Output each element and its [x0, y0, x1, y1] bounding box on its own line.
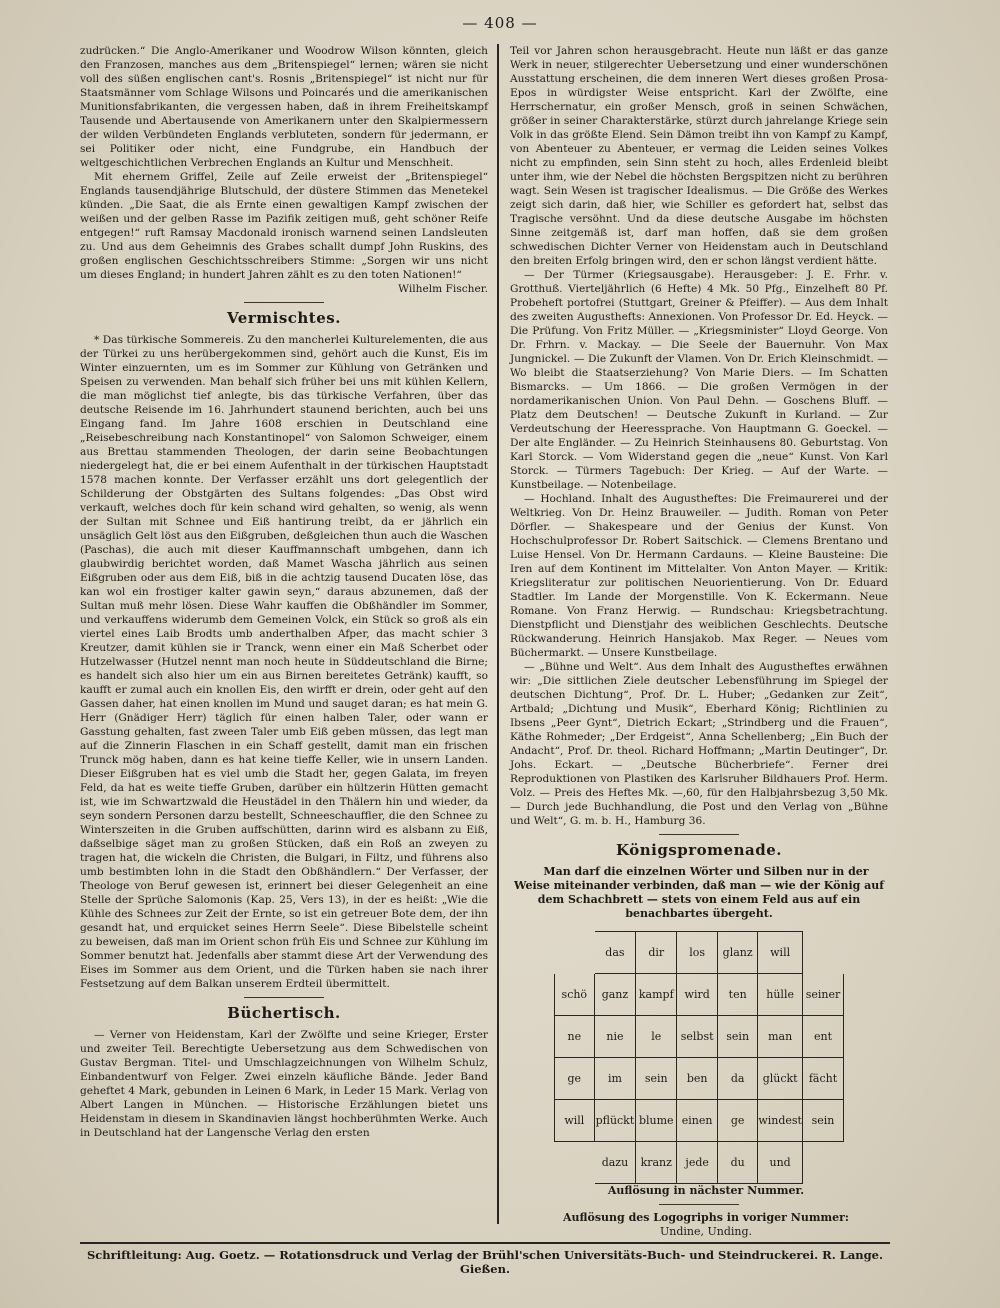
imprint-footer: Schriftleitung: Aug. Goetz. — Rotationsdruck und Verlag der Brühl'schen Universitäts-Buch- und Steindruckerei. R. Lange. Gießen.: [80, 1242, 890, 1276]
grid-cell: hülle: [758, 974, 803, 1016]
section-divider: [244, 997, 324, 998]
page-number: — 408 —: [462, 14, 538, 32]
grid-cell: ge: [718, 1100, 758, 1142]
right-column: [510, 44, 888, 1238]
grid-cell: will: [555, 1100, 595, 1142]
koenigspromenade-instructions: Man darf die einzelnen Wörter und Silben nur in der Weise miteinander verbinden, daß man — wie der König auf dem Schachbrett — stets von einem Feld aus auf ein benachbartes übergeht.: [514, 865, 884, 920]
grid-cell: schö: [555, 974, 595, 1016]
grid-cell: dir: [636, 932, 677, 974]
heading-buechertisch: Büchertisch.: [227, 1004, 341, 1022]
column-divider: [497, 44, 499, 1224]
grid-cell: dazu: [594, 1142, 636, 1184]
grid-cell: glückt: [758, 1058, 803, 1100]
grid-cell: nie: [594, 1016, 636, 1058]
heidenstam-continued-paragraph: Teil vor Jahren schon herausgebracht. Heute nun läßt er das ganze Werk in neuer, stilgerechter Uebersetzung und einer wunderschönen Ausstattung erscheinen, die dem inneren Wert dieses großen Prosa-Epos in würdigster Weise entspricht. Karl der Zwölfte, eine Herrschernatur, ein großer Mensch, groß in seinen Schwächen, größer in seiner Charakterstärke, stürzt durch jahrelange Kriege sein Volk in das größte Elend. Sein Dämon treibt ihn von Kampf zu Kampf, von Abenteuer zu Abenteuer, er vermag die Leiden seines Volkes nicht zu empfinden, sein Sinn steht zu hoch, alles Erdenleid bleibt unter ihm, wie der Nebel die höchsten Bergspitzen nicht zu berühren wagt. Sein Wesen ist tragischer Idealismus. — Die Größe des Werkes zeigt sich darin, daß hier, wie Schiller es gefordert hat, selbst das Tragische versöhnt. Und da diese deutsche Ausgabe im höchsten Sinne zeitgemäß ist, darf man hoffen, daß sie dem großen schwedischen Dichter Verner von Heidenstam auch in Deutschland den breiten Erfolg bringen wird, den er schon längst verdient hätte.: [510, 45, 888, 267]
left-column: [80, 44, 488, 1224]
grid-cell: einen: [677, 1100, 718, 1142]
grid-cell: ben: [677, 1058, 718, 1100]
grid-cell: da: [718, 1058, 758, 1100]
grid-cell: sein: [802, 1100, 843, 1142]
grid-cell: los: [677, 932, 718, 974]
sommereis-paragraph: * Das türkische Sommereis. Zu den mancherlei Kulturelementen, die aus der Türkei zu uns herübergekommen sind, gehört auch die Kunst, Eis im Winter einzuernten, um es im Sommer zur Kühlung von Getränken und Speisen zu verwenden. Man behalf sich früher bei uns mit kühlen Kellern, die man möglichst tief anlegte, bis das türkische Verfahren, über das deutsche Reisende im 16. Jahrhundert staunend berichten, auch bei uns Eingang fand. Im Jahre 1608 erschien in Deutschland eine „Reisebeschreibung nach Konstantinopel“ von Salomon Schweiger, einem aus Brettau stammenden Theologen, der darin seine Beobachtungen niedergelegt hat, die er bei einem Aufenthalt in der türkischen Hauptstadt 1578 machen konnte. Der Verfasser erzählt uns dort gelegentlich der Schilderung der Obstgärten des Sultans folgendes: „Das Obst wird verkauft, welches doch für kein schand wird gehalten, so wenig, als wenn der Sultan mit Schnee und Eiß hantirung treibt, da er jährlich ein unsäglich Gelt löst aus den Eißgruben, deßgleichen thun auch die Waschen (Paschas), die auch mit dieser Kauffmannschaft umbgehen, dann ich glaubwirdig berichtet worden, daß Mamet Wascha jährlich aus seinen Eißgruben oder aus dem Eiß, biß in die achtzig tausend Ducaten löse, das kan wol ein frostiger kalter gawin seyn,“ daraus abzunemen, daß der Sultan muß mehr lösen. Diese Wahr kauffen die Obßhändler im Sommer, und verkauffens widerumb dem Gemeinen Volck, ein Stück so groß als ein viertel eines Laib Brodts umb anderthalben Afper, das macht schier 3 Kreutzer, damit kühlen sie ir Tranck, wenn einer ein Maß Scherbet oder Hutzelwasser (Hutzel nennt man noch heute in Süddeutschland die Birne; es handelt sich also hier um ein aus Birnen bereitetes Getränk) kaufft, so kaufft er zumal auch ein knollen Eis, den wirfft er drein, oder geht auf den Gassen daher, hat einen knollen im Mund und sauget daran; es hat mein G. Herr (Gnädiger Herr) täglich für einen halben Taler, oder wann er Gasstung gehalten, fast zween Taler umb Eiß geben müssen, das legt man auf die Zinnerin Flaschen in ein Schaff gestellt, damit man ein frischen Trunck mög haben, dann es hat keine tieffe Keller, wie in unsern Landen. Dieser Eißgruben hat es viel umb die Stadt her, gegen Galata, im freyen Feld, da hat es weite tieffe Gruben, darüber ein hültzerin Hütten gemacht ist, wie im Schwartzwald die Heustädel in den Thälern hin und wieder, da seyn sondern Personen darzu bestellt, Schneeschauffler, die den Schnee zu Winterszeiten in die Gruben auffschütten, darinn wird es alsbann zu Eiß, daßselbige säget man zu großen Stücken, daß ein Roß an zweyen zu tragen hat, die wickeln die Christen, die Bulgari, in Filtz, und führens also umb bestimbten lohn in die Stadt den Obßhändlern.“ Der Verfasser, der Theologe von Beruf gewesen ist, erinnert bei dieser Gelegenheit an eine Stelle der Sprüche Salomonis (Kap. 25, Vers 13), in der es heißt: „Wie die Kühle des Schnees zur Zeit der Ernte, so ist ein getreuer Bote dem, der ihn gesandt hat, und erquicket seines Herrn Seele“. Diese Bibelstelle scheint zu beweisen, daß man im Orient schon früh Eis und Schnee zur Kühlung im Sommer benutzt hat. Jedenfalls aber stammt diese Art der Verwendung des Eises im Sommer aus dem Orient, und die Türken haben sie nach ihrer Festsetzung auf dem Balkan unserem Erdteil übermittelt.: [80, 334, 488, 990]
section-divider: [659, 1204, 739, 1205]
grid-cell: wird: [677, 974, 718, 1016]
grid-cell: ent: [802, 1016, 843, 1058]
grid-cell: im: [594, 1058, 636, 1100]
britenspiegel-paragraph-2: Mit ehernem Griffel, Zeile auf Zeile erweist der „Britenspiegel“ Englands tausendjährige Blutschuld, der düstere Stimmen das Menetekel künden. „Die Saat, die als Ernte einen gewaltigen Kampf zwischen der weißen und der gelben Rasse im Pazifik zeitigen muß, geht schöner Reife entgegen!“ ruft Ramsay Macdonald ironisch warnend seinen Landsleuten zu. Und aus dem Geheimnis des Grabes schallt dumpf John Ruskins, des großen englischen Geschichtsschreibers Stimme: „Sorgen wir uns nicht um dieses England; in hundert Jahren zählt es zu den toten Nationen!“: [80, 171, 488, 281]
grid-row: [555, 932, 844, 974]
grid-cell: sein: [718, 1016, 758, 1058]
heidenstam-paragraph: — Verner von Heidenstam, Karl der Zwölfte und seine Krieger, Erster und zweiter Teil. Berechtigte Uebersetzung aus dem Schwedischen von Gustav Bergman. Titel- und Umschlagzeichnungen von Wilhelm Schulz, Einbandentwurf von Felger. Zwei einzeln käufliche Bände. Jeder Band geheftet 4 Mark, gebunden in Leinen 6 Mark, in Leder 15 Mark. Verlag von Albert Langen in München. — Historische Erzählungen bietet uns Heidenstam in diesem in Skandinavien längst hochberühmten Werke. Auch in Deutschland hat der Langensche Verlag den ersten: [80, 1029, 488, 1139]
grid-cell: pflückt: [594, 1100, 636, 1142]
britenspiegel-paragraph-1: zudrücken.“ Die Anglo-Amerikaner und Woodrow Wilson könnten, gleich den Franzosen, manches aus dem „Britenspiegel“ lernen; wären sie nicht voll des süßen englischen cant's. Rosnis „Britenspiegel“ ist nicht nur für Staatsmänner vom Schlage Wilsons und Poincarés und die amerikanischen Munitionsfabrikanten, die vergessen haben, daß in ihrem Freiheitskampf Tausende und Abertausende von Amerikanern unter den Skalpiermessern der wilden Verbündeten Englands verbluteten, sondern für jedermann, er sei Politiker oder nicht, eine Fundgrube, ein Handbuch der weltgeschichtlichen Verbrechen Englands an Kultur und Menschheit.: [80, 45, 488, 169]
grid-cell: selbst: [677, 1016, 718, 1058]
grid-cell: windest: [758, 1100, 803, 1142]
grid-cell: will: [758, 932, 803, 974]
grid-cell: glanz: [718, 932, 758, 974]
grid-row: [555, 1100, 844, 1142]
grid-cell: seiner: [802, 974, 843, 1016]
koenigspromenade-grid: [554, 931, 844, 1184]
section-divider: [244, 302, 324, 303]
grid-cell-empty: [555, 1142, 595, 1184]
grid-cell-empty: [802, 932, 843, 974]
koenigspromenade-table: [554, 931, 844, 1184]
grid-cell: le: [636, 1016, 677, 1058]
buehne-und-welt-paragraph: — „Bühne und Welt“. Aus dem Inhalt des Augustheftes erwähnen wir: „Die sittlichen Ziele deutscher Lebensführung im Spiegel der deutschen Dichtung“, Prof. Dr. L. Huber; „Gedanken zur Zeit“, Artbald; „Dichtung und Musik“, Eberhard König; Richtlinien zu Ibsens „Peer Gynt“, Dietrich Eckart; „Strindberg und die Frauen“, Käthe Rohmeder; „Der Erdgeist“, Anna Schellenberg; „Ein Buch der Andacht“, Prof. Dr. theol. Richard Hoffmann; „Martin Deutinger“, Dr. Johs. Eckart. — „Deutsche Bücherbriefe“. Ferner drei Reproduktionen von Plastiken des Karlsruher Bildhauers Prof. Herm. Volz. — Preis des Heftes Mk. —,60, für den Halbjahrsbezug 3,50 Mk. — Durch jede Buchhandlung, die Post und den Verlag von „Bühne und Welt“, G. m. b. H., Hamburg 36.: [510, 661, 888, 827]
tuermer-paragraph: — Der Türmer (Kriegsausgabe). Herausgeber: J. E. Frhr. v. Grotthuß. Vierteljährlich (6 Hefte) 4 Mk. 50 Pfg., Einzelheft 80 Pf. Probeheft portofrei (Stuttgart, Greiner & Pfeiffer). — Aus dem Inhalt des zweiten Augusthefts: Annexionen. Von Professor Dr. Ed. Heyck. — Die Prüfung. Von Fritz Müller. — „Kriegsminister“ Lloyd George. Von Dr. Frhrn. v. Mackay. — Die Seele der Bauernuhr. Von Max Jungnickel. — Die Zukunft der Vlamen. Von Dr. Erich Kleinschmidt. — Wo bleibt die Staatserziehung? Von Marie Diers. — Im Schatten Bismarcks. — Um 1866. — Die großen Vermögen in der nordamerikanischen Union. Von Paul Dehn. — Goschens Bluff. — Platz dem Deutschen! — Deutsche Zukunft in Kurland. — Zur Verdeutschung der Heeressprache. Von Hauptmann G. Goeckel. — Der alte Engländer. — Zu Heinrich Steinhausens 80. Geburtstag. Von Karl Storck. — Vom Widerstand gegen die „neue“ Kunst. Von Karl Storck. — Türmers Tagebuch: Der Krieg. — Auf der Warte. — Kunstbeilage. — Notenbeilage.: [510, 269, 888, 491]
grid-cell-empty: [802, 1142, 843, 1184]
grid-row: [555, 1016, 844, 1058]
grid-cell: ge: [555, 1058, 595, 1100]
grid-cell: du: [718, 1142, 758, 1184]
grid-cell: ne: [555, 1016, 595, 1058]
grid-row: [555, 1142, 844, 1184]
hochland-paragraph: — Hochland. Inhalt des Augustheftes: Die Freimaurerei und der Weltkrieg. Von Dr. Heinz Brauweiler. — Judith. Roman von Peter Dörfler. — Shakespeare und der Genius der Kunst. Von Hochschulprofessor Dr. Robert Saitschick. — Clemens Brentano und Luise Hensel. Von Dr. Hermann Cardauns. — Kleine Bausteine: Die Iren auf dem Kontinent im Mittelalter. Von Anton Mayer. — Kritik: Kriegsliteratur zur politischen Neuorientierung. Von Dr. Eduard Stadtler. Im Lande der Morgenstille. Von K. Eckermann. Neue Romane. Von Franz Herwig. — Rundschau: Kriegsbetrachtung. Dienstpflicht und Dienstjahr des weiblichen Geschlechts. Deutsche Rückwanderung. Heinrich Hansjakob. Max Reger. — Neues vom Büchermarkt. — Unsere Kunstbeilage.: [510, 493, 888, 659]
heading-vermischtes: Vermischtes.: [227, 309, 341, 327]
grid-cell: ten: [718, 974, 758, 1016]
grid-cell: jede: [677, 1142, 718, 1184]
logogriph-answer: Undine, Unding.: [659, 1225, 753, 1238]
grid-cell-empty: [555, 932, 595, 974]
heading-koenigspromenade: Königspromenade.: [616, 841, 782, 859]
grid-cell: kranz: [636, 1142, 677, 1184]
logogriph-title: Auflösung des Logogriphs in voriger Nummer:: [563, 1211, 849, 1224]
article-signature: Wilhelm Fischer.: [398, 283, 488, 295]
grid-cell: blume: [636, 1100, 677, 1142]
grid-cell: kampf: [636, 974, 677, 1016]
grid-row: [555, 974, 844, 1016]
grid-cell: und: [758, 1142, 803, 1184]
grid-cell: fächt: [802, 1058, 843, 1100]
section-divider: [659, 834, 739, 835]
grid-cell: das: [594, 932, 636, 974]
grid-cell: man: [758, 1016, 803, 1058]
grid-cell: ganz: [594, 974, 636, 1016]
grid-row: [555, 1058, 844, 1100]
solution-note: Auflösung in nächster Nummer.: [607, 1184, 805, 1197]
grid-cell: sein: [636, 1058, 677, 1100]
